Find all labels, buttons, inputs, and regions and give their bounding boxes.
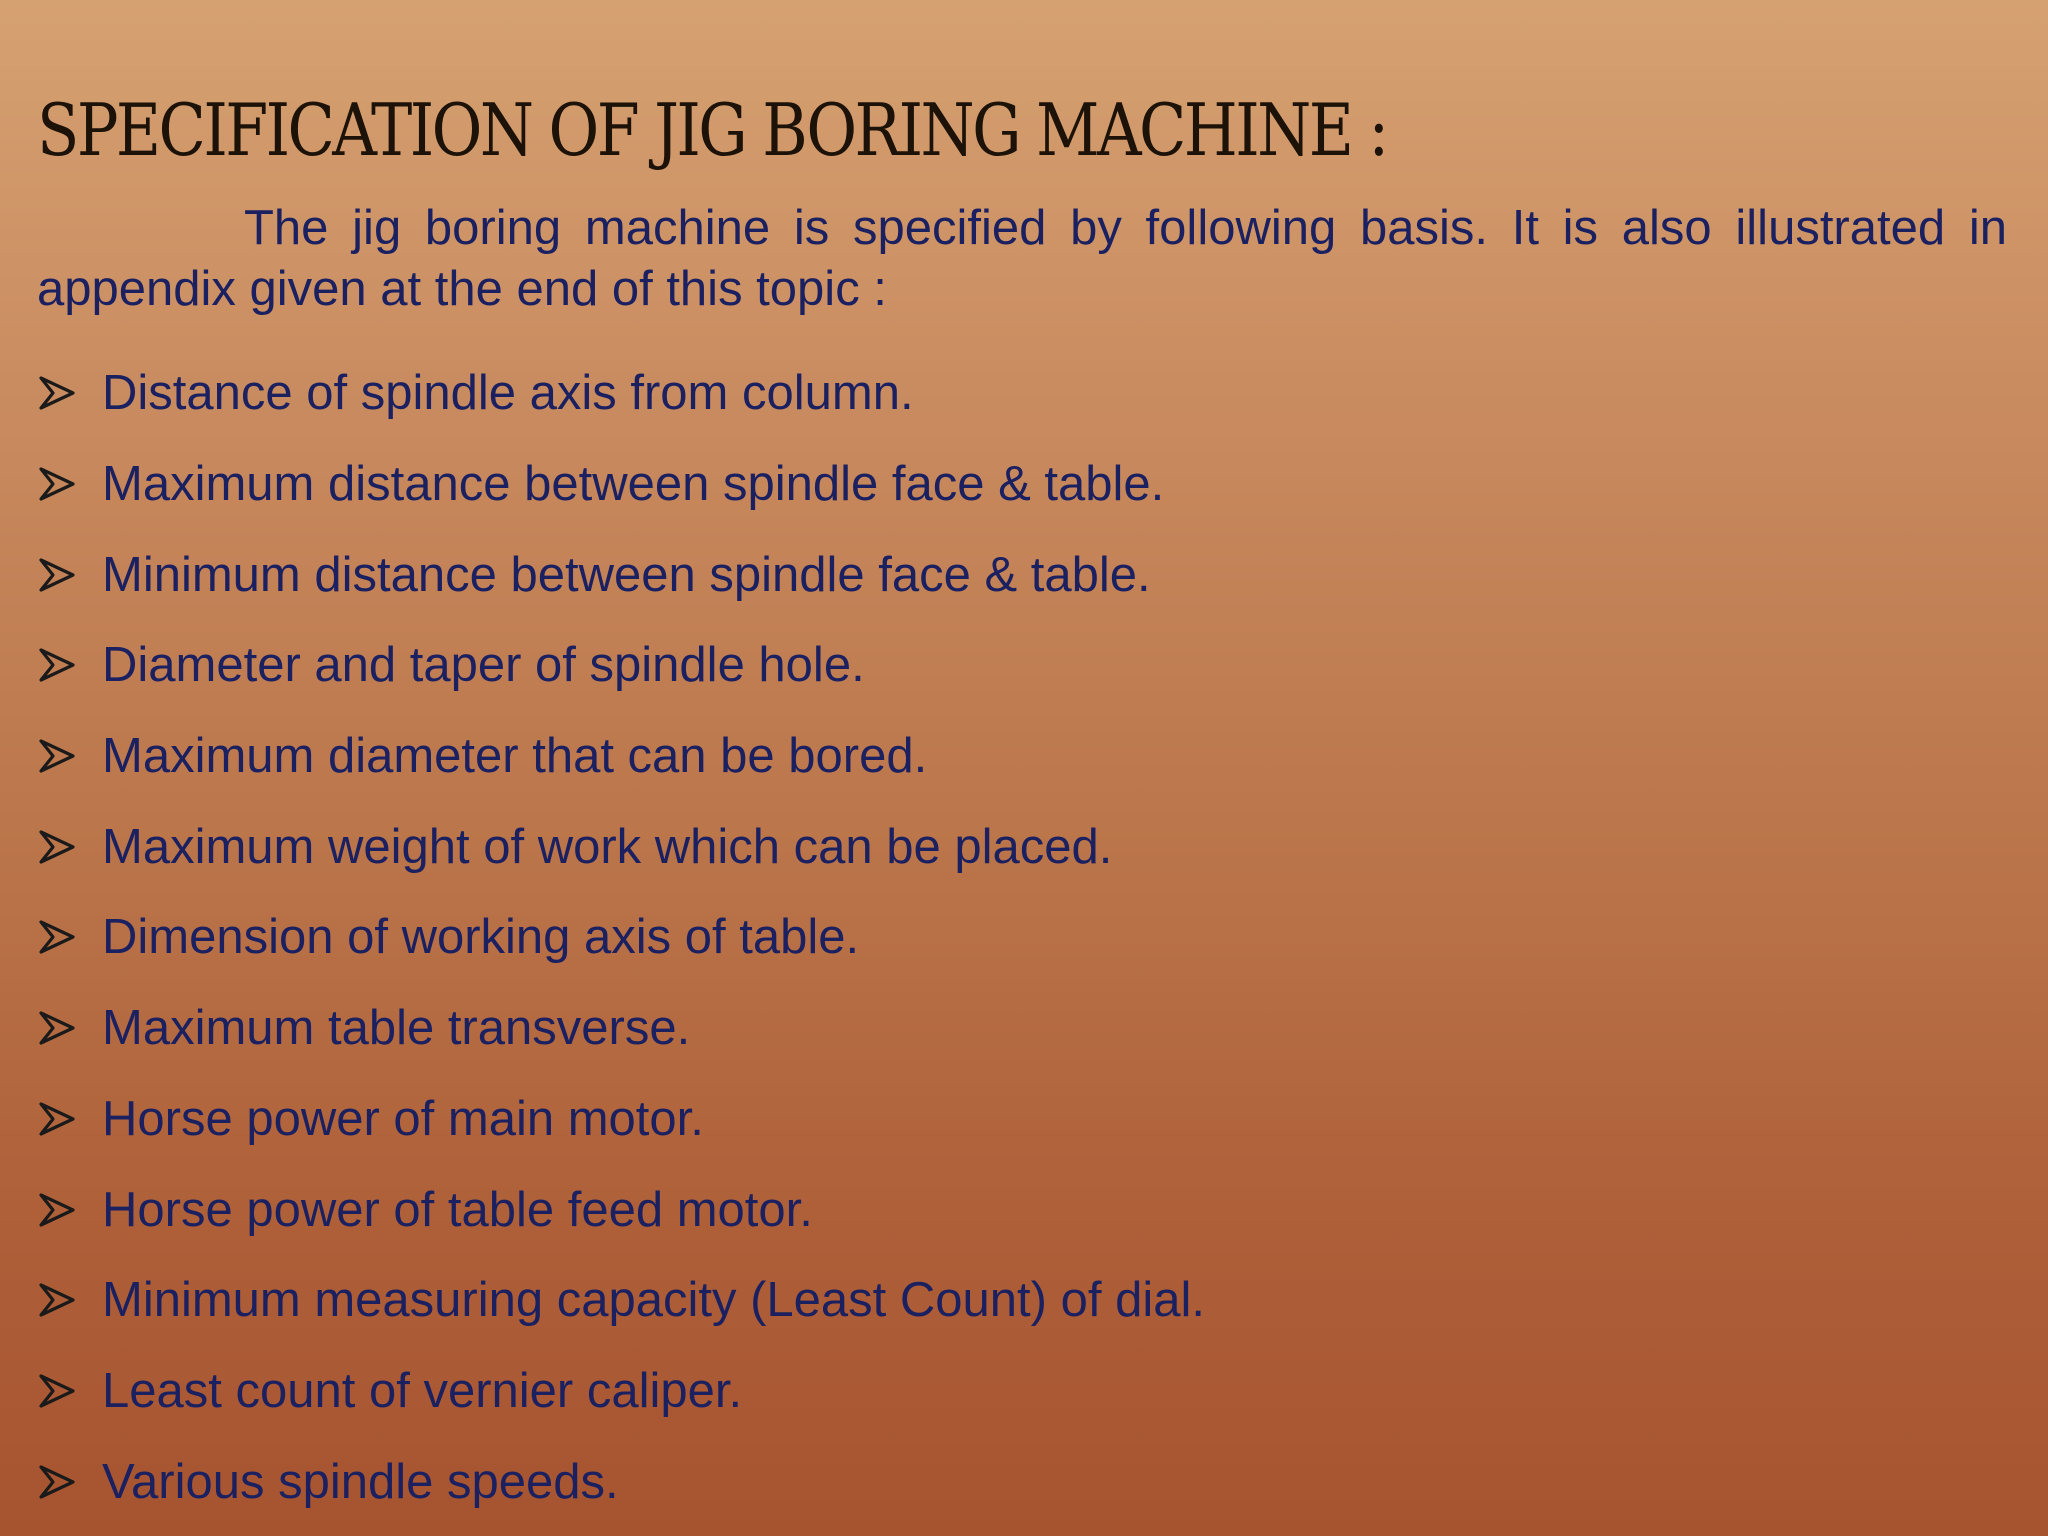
list-item-text: Maximum weight of work which can be placed. bbox=[102, 819, 1113, 874]
list-item bbox=[37, 711, 1205, 802]
list-item bbox=[37, 983, 1205, 1074]
list-item bbox=[37, 1164, 1205, 1255]
list-item-text: Diameter and taper of spindle hole. bbox=[102, 638, 865, 693]
arrow-bullet-icon bbox=[37, 464, 77, 504]
arrow-bullet-icon bbox=[37, 1008, 77, 1048]
list-item-text: Maximum distance between spindle face & table. bbox=[102, 457, 1165, 512]
list-item bbox=[37, 892, 1205, 983]
list-item bbox=[37, 439, 1205, 530]
list-item-text: Various spindle speeds. bbox=[102, 1454, 619, 1509]
list-item bbox=[37, 529, 1205, 620]
slide-title: SPECIFICATION OF JIG BORING MACHINE : bbox=[37, 88, 1387, 172]
arrow-bullet-icon bbox=[37, 1462, 77, 1502]
list-item-text: Maximum table transverse. bbox=[102, 1001, 691, 1056]
list-item bbox=[37, 1255, 1205, 1346]
list-item bbox=[37, 1436, 1205, 1527]
intro-paragraph: The jig boring machine is specified by following basis. It is also illustrated in appendix given at the end of this topic : bbox=[37, 201, 2007, 316]
list-item-text: Least count of vernier caliper. bbox=[102, 1363, 743, 1418]
arrow-bullet-icon bbox=[37, 645, 77, 685]
arrow-bullet-icon bbox=[37, 1190, 77, 1230]
arrow-bullet-icon bbox=[37, 917, 77, 957]
list-item-text: Distance of spindle axis from column. bbox=[102, 366, 914, 421]
list-item bbox=[37, 801, 1205, 892]
list-item bbox=[37, 1346, 1205, 1437]
arrow-bullet-icon bbox=[37, 827, 77, 867]
list-item-text: Maximum diameter that can be bored. bbox=[102, 729, 928, 784]
list-item bbox=[37, 348, 1205, 439]
arrow-bullet-icon bbox=[37, 555, 77, 595]
list-item-text: Horse power of main motor. bbox=[102, 1091, 704, 1146]
list-item bbox=[37, 620, 1205, 711]
arrow-bullet-icon bbox=[37, 736, 77, 776]
specification-list bbox=[37, 348, 1205, 1527]
arrow-bullet-icon bbox=[37, 1099, 77, 1139]
arrow-bullet-icon bbox=[37, 1280, 77, 1320]
list-item-text: Horse power of table feed motor. bbox=[102, 1182, 813, 1237]
arrow-bullet-icon bbox=[37, 1371, 77, 1411]
list-item-text: Minimum measuring capacity (Least Count) of dial. bbox=[102, 1273, 1205, 1328]
arrow-bullet-icon bbox=[37, 373, 77, 413]
list-item bbox=[37, 1074, 1205, 1165]
list-item-text: Dimension of working axis of table. bbox=[102, 910, 860, 965]
list-item-text: Minimum distance between spindle face & table. bbox=[102, 547, 1151, 602]
